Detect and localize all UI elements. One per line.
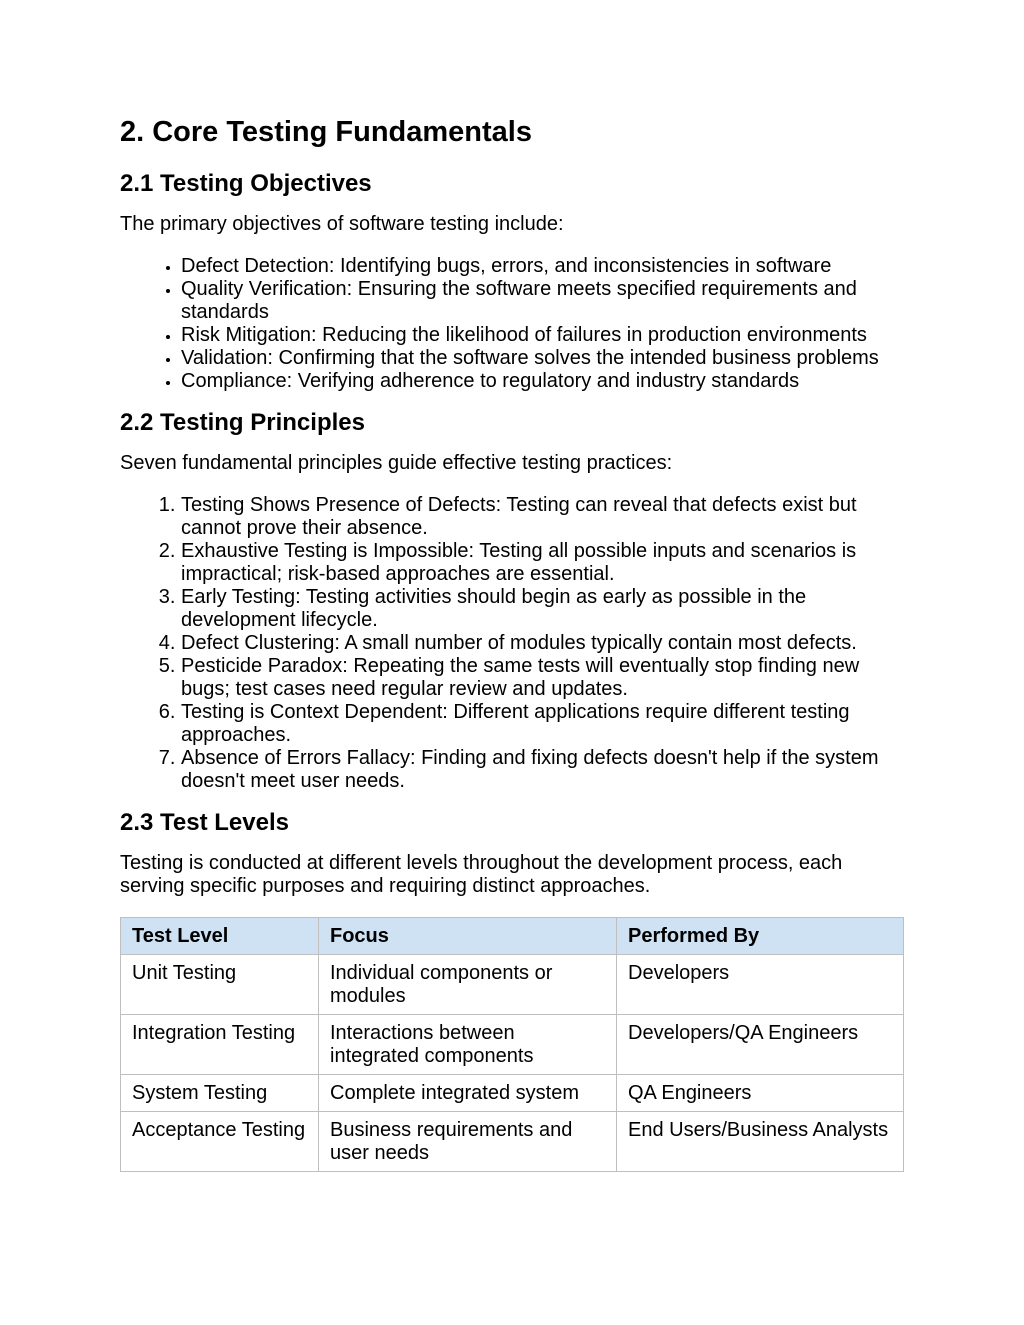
- principle-item: 4. Defect Clustering: A small number of modules typically contain most defects.: [181, 632, 903, 655]
- chapter-heading: 2. Core Testing Fundamentals: [120, 116, 532, 148]
- table-header-row: [121, 918, 904, 955]
- test-levels-table: [120, 917, 904, 1172]
- cell-focus: Complete integrated system: [319, 1075, 617, 1112]
- principle-item: 7. Absence of Errors Fallacy: Finding and fixing defects doesn't help if the system doesn't meet user needs.: [181, 747, 903, 793]
- cell-focus: Interactions between integrated components: [319, 1015, 617, 1075]
- principle-item: 2. Exhaustive Testing is Impossible: Testing all possible inputs and scenarios is impractical; risk-based approaches are essential.: [181, 540, 903, 586]
- objectives-intro-paragraph: The primary objectives of software testing include:: [120, 213, 564, 235]
- cell-focus: Business requirements and user needs: [319, 1112, 617, 1172]
- principles-numbered-list: [120, 494, 903, 793]
- cell-test-level: Acceptance Testing: [121, 1112, 319, 1172]
- principle-item: 5. Pesticide Paradox: Repeating the same tests will eventually stop finding new bugs; test cases need regular review and updates.: [181, 655, 903, 701]
- cell-focus: Individual components or modules: [319, 955, 617, 1015]
- cell-performed-by: Developers/QA Engineers: [617, 1015, 904, 1075]
- cell-test-level: Integration Testing: [121, 1015, 319, 1075]
- objective-item: • Compliance: Verifying adherence to regulatory and industry standards: [181, 370, 903, 393]
- principle-item: 6. Testing is Context Dependent: Different applications require different testing approaches.: [181, 701, 903, 747]
- objective-item: • Validation: Confirming that the software solves the intended business problems: [181, 347, 903, 370]
- table-header-test-level: Test Level: [121, 918, 319, 955]
- principle-item: 3. Early Testing: Testing activities should begin as early as possible in the development lifecycle.: [181, 586, 903, 632]
- cell-test-level: Unit Testing: [121, 955, 319, 1015]
- table-row: [121, 955, 904, 1015]
- table-header-focus: Focus: [319, 918, 617, 955]
- section-heading-2-3: 2.3 Test Levels: [120, 809, 289, 836]
- principles-intro-paragraph: Seven fundamental principles guide effective testing practices:: [120, 452, 673, 474]
- table-header-performed-by: Performed By: [617, 918, 904, 955]
- objective-item: • Defect Detection: Identifying bugs, errors, and inconsistencies in software: [181, 255, 903, 278]
- cell-performed-by: Developers: [617, 955, 904, 1015]
- principle-item: 1. Testing Shows Presence of Defects: Testing can reveal that defects exist but cannot prove their absence.: [181, 494, 903, 540]
- objective-item: • Risk Mitigation: Reducing the likelihood of failures in production environments: [181, 324, 903, 347]
- objective-item: • Quality Verification: Ensuring the software meets specified requirements and standards: [181, 278, 903, 324]
- table-row: [121, 1075, 904, 1112]
- test-levels-intro-paragraph: Testing is conducted at different levels throughout the development process, each serving specific purposes and requiring distinct approaches.: [120, 852, 843, 897]
- table-row: [121, 1015, 904, 1075]
- objectives-bullet-list: [120, 255, 903, 393]
- cell-performed-by: QA Engineers: [617, 1075, 904, 1112]
- cell-test-level: System Testing: [121, 1075, 319, 1112]
- table-row: [121, 1112, 904, 1172]
- cell-performed-by: End Users/Business Analysts: [617, 1112, 904, 1172]
- section-heading-2-1: 2.1 Testing Objectives: [120, 170, 372, 197]
- section-heading-2-2: 2.2 Testing Principles: [120, 409, 365, 436]
